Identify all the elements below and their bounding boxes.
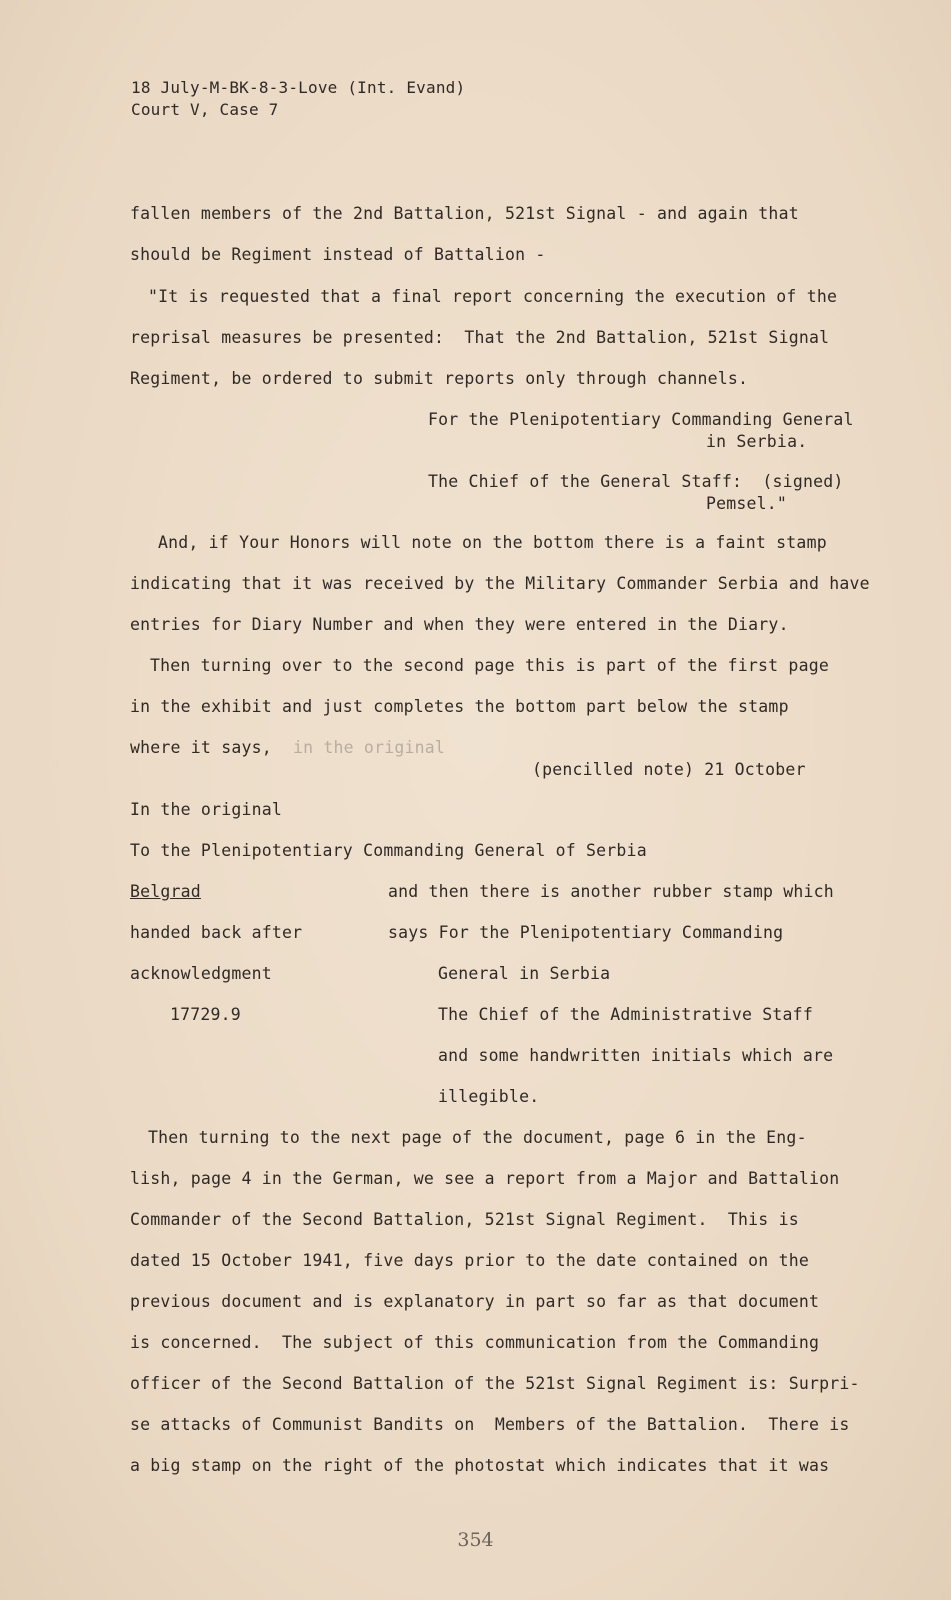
- body-line: in the exhibit and just completes the bottom part below the stamp: [130, 697, 789, 716]
- body-line: And, if Your Honors will note on the bottom there is a faint stamp: [158, 533, 827, 552]
- body-line: dated 15 October 1941, five days prior to the date contained on the: [130, 1251, 809, 1270]
- stamp-left-line: 17729.9: [170, 1005, 241, 1024]
- body-line: lish, page 4 in the German, we see a report from a Major and Battalion: [130, 1169, 840, 1188]
- stamp-right-line: says For the Plenipotentiary Commanding: [388, 923, 784, 942]
- stamp-left-line: acknowledgment: [130, 964, 272, 983]
- body-line: Then turning to the next page of the document, page 6 in the Eng-: [148, 1128, 807, 1147]
- stamp-right-line: and then there is another rubber stamp which: [388, 882, 834, 901]
- stamp-left-line: handed back after: [130, 923, 303, 942]
- faint-typed-text: in the original: [293, 738, 446, 757]
- body-line: reprisal measures be presented: That the 2nd Battalion, 521st Signal: [130, 328, 830, 347]
- body-line: Regiment, be ordered to submit reports only through channels.: [130, 369, 749, 388]
- stamp-right-line: and some handwritten initials which are: [438, 1046, 834, 1065]
- body-line: se attacks of Communist Bandits on Members of the Battalion. There is: [130, 1415, 850, 1434]
- body-line: a big stamp on the right of the photostat which indicates that it was: [130, 1456, 830, 1475]
- stamp-right-line: General in Serbia: [438, 964, 611, 983]
- body-line: indicating that it was received by the Military Commander Serbia and have: [130, 574, 870, 593]
- body-line: fallen members of the 2nd Battalion, 521st Signal - and again that: [130, 204, 799, 223]
- signature-line: For the Plenipotentiary Commanding General: [428, 410, 854, 429]
- pencilled-note: (pencilled note) 21 October: [532, 760, 806, 779]
- body-line: "It is requested that a final report concerning the execution of the: [148, 287, 838, 306]
- signature-line: Pemsel.": [706, 494, 788, 513]
- body-line: officer of the Second Battalion of the 521st Signal Regiment is: Surpri-: [130, 1374, 860, 1393]
- body-line: In the original: [130, 800, 283, 819]
- signature-line: in Serbia.: [706, 432, 808, 451]
- body-line: Commander of the Second Battalion, 521st Signal Regiment. This is: [130, 1210, 799, 1229]
- body-line: Then turning over to the second page this is part of the first page: [150, 656, 829, 675]
- header-line-2: Court V, Case 7: [131, 100, 279, 119]
- page-number: 354: [457, 1529, 494, 1551]
- stamp-left-line: Belgrad: [130, 882, 201, 901]
- body-line: entries for Diary Number and when they were entered in the Diary.: [130, 615, 789, 634]
- body-line: is concerned. The subject of this communication from the Commanding: [130, 1333, 820, 1352]
- header-line-1: 18 July-M-BK-8-3-Love (Int. Evand): [131, 78, 466, 97]
- body-line: should be Regiment instead of Battalion -: [130, 245, 546, 264]
- body-line: previous document and is explanatory in part so far as that document: [130, 1292, 820, 1311]
- signature-line: The Chief of the General Staff: (signed): [428, 472, 844, 491]
- body-line: where it says,: [130, 738, 272, 757]
- stamp-right-line: illegible.: [438, 1087, 540, 1106]
- body-line: To the Plenipotentiary Commanding General of Serbia: [130, 841, 647, 860]
- stamp-right-line: The Chief of the Administrative Staff: [438, 1005, 813, 1024]
